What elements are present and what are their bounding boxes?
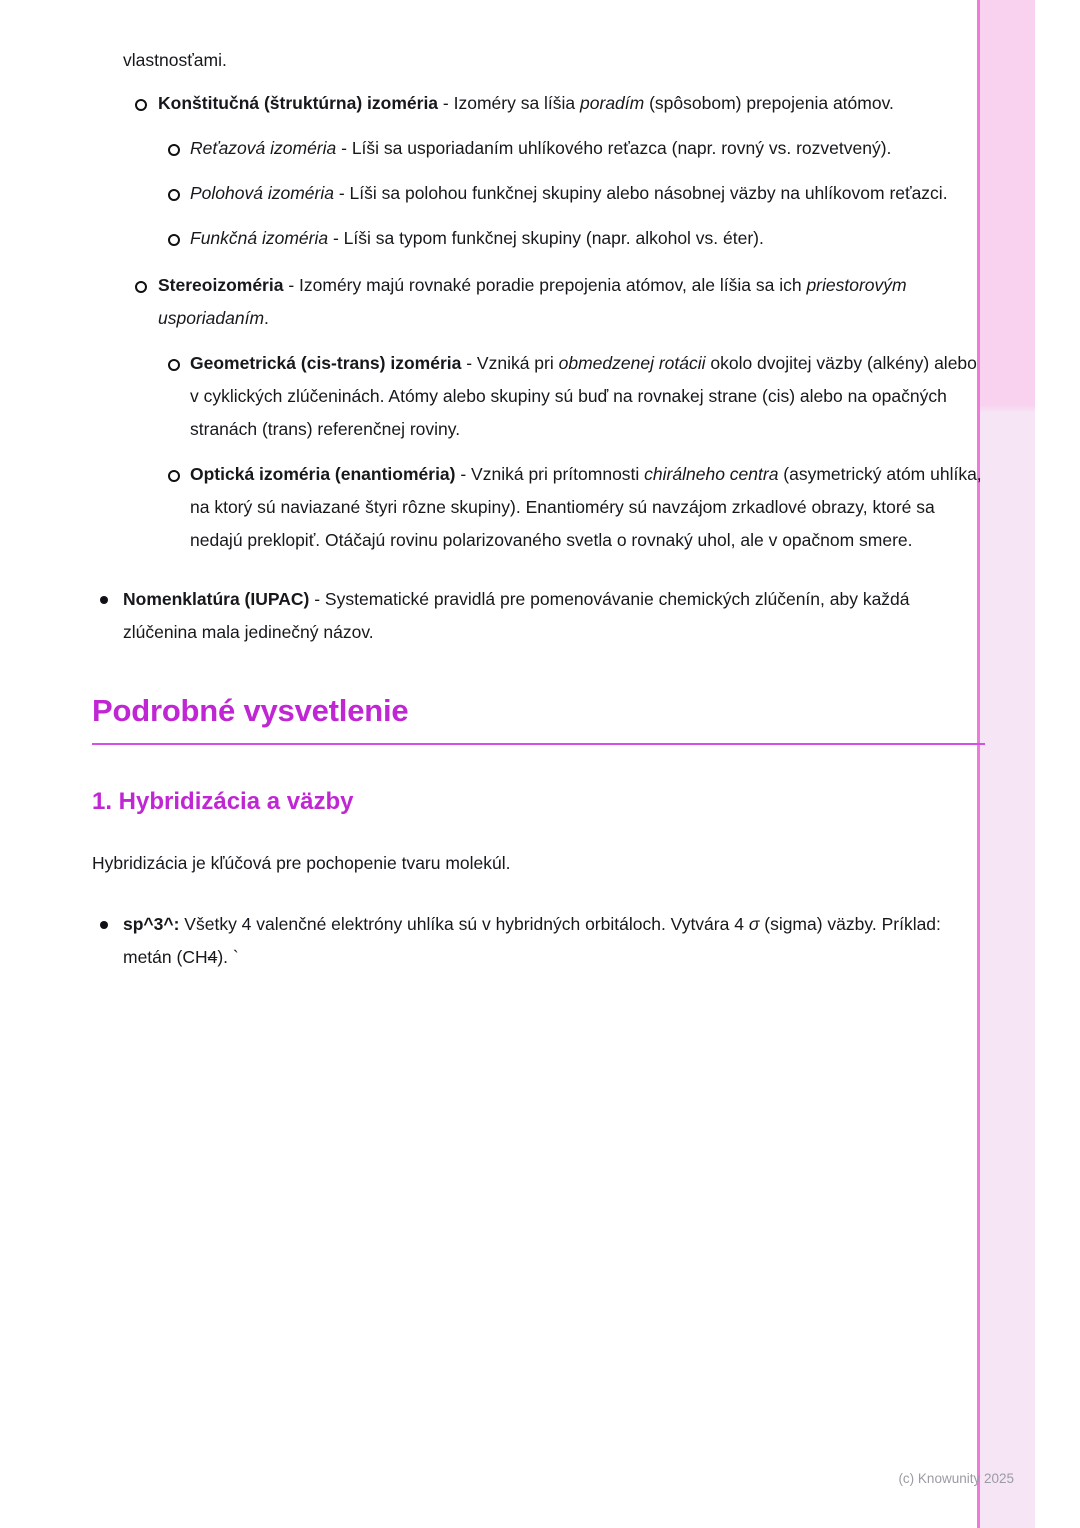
bold-term: Konštitučná (štruktúrna) izoméria [158, 93, 439, 113]
heading-divider [92, 743, 985, 745]
italic-term: priestorovým usporiadaním [158, 275, 907, 328]
text-segment: - Vzniká pri prítomnosti [455, 464, 645, 484]
bold-term: Geometrická (cis-trans) izoméria [190, 353, 462, 373]
sigma-symbol: σ [748, 914, 760, 934]
copyright-footer: (c) Knowunity 2025 [898, 1471, 1014, 1486]
italic-term: obmedzenej rotácii [558, 353, 706, 373]
text-segment: - Líši sa usporiadaním uhlíkového reťazca (napr. rovný vs. rozvetvený). [336, 138, 892, 158]
bold-term: sp^3^: [123, 914, 180, 934]
list-item-opticka-izomeria [190, 458, 985, 557]
intro-paragraph: Hybridizácia je kľúčová pre pochopenie tvaru molekúl. [92, 853, 511, 873]
italic-term: Funkčná izoméria [190, 228, 329, 248]
text-segment: - Izoméry sa líšia [438, 93, 581, 113]
italic-term: chirálneho centra [644, 464, 779, 484]
list-item-konstitucna-izomeria [158, 87, 985, 255]
konstitucna-sublist [190, 132, 985, 255]
text-segment: - Líši sa polohou funkčnej skupiny alebo násobnej väzby na uhlíkovom reťazci. [333, 183, 948, 203]
italic-term: poradím [580, 93, 645, 113]
text-segment: Všetky 4 valenčné elektróny uhlíka sú v hybridných orbitáloch. Vytvára 4 [179, 914, 749, 934]
list-item-geometricka-izomeria [190, 347, 985, 446]
text-segment: - Líši sa typom funkčnej skupiny (napr. alkohol vs. éter). [328, 228, 764, 248]
subsection-heading-hybridizacia: 1. Hybridizácia a väzby [92, 788, 354, 815]
bold-term: Optická izoméria (enantioméria) [190, 464, 456, 484]
bold-term: Stereoizoméria [158, 275, 284, 295]
nomenклatura-list [123, 583, 985, 649]
list-item-sp3 [123, 908, 985, 974]
italic-term: Polohová izoméria [190, 183, 334, 203]
list-item-polohova-izomeria [190, 177, 985, 210]
text-segment: (spôsobom) prepojenia atómov. [644, 93, 894, 113]
hybridization-list [123, 908, 985, 974]
right-accent-stripe [977, 0, 1035, 1528]
list-item-funkcna-izomeria [190, 222, 985, 255]
continuation-text: vlastnosťami. [123, 50, 227, 70]
text-segment: - Vzniká pri [461, 353, 559, 373]
struck-subscript: 4 [207, 947, 218, 967]
isomer-type-list [158, 87, 985, 557]
text-segment: - Systematické pravidlá pre pomenovávanie chemických zlúčenín, aby každá zlúčenina mala jedinečný názov. [123, 589, 910, 642]
list-item-nomenklatura [123, 583, 985, 649]
text-segment: . [264, 308, 269, 328]
document-content [92, 44, 985, 988]
text-segment: ). ` [217, 947, 239, 967]
text-segment: (sigma) väzby. Príklad: metán (CH [123, 914, 941, 967]
stereo-sublist [190, 347, 985, 557]
list-item-retazova-izomeria [190, 132, 985, 165]
text-segment: (asymetrický atóm uhlíka, na ktorý sú naviazané štyri rôzne skupiny). Enantioméry sú navzájom zrkadlové obrazy, ktoré sa nedajú preklopiť. Otáčajú rovinu polarizovaného svetla o rovnaký uhol, ale v opačnom smere. [190, 464, 982, 550]
text-segment: - Izoméry majú rovnaké poradie prepojenia atómov, ale líšia sa ich [283, 275, 807, 295]
italic-term: Reťazová izoméria [190, 138, 337, 158]
section-heading-podrobne-vysvetlenie: Podrobné vysvetlenie [92, 693, 409, 728]
list-item-stereoizomeria [158, 269, 985, 557]
bold-term: Nomenklatúra (IUPAC) [123, 589, 310, 609]
text-segment: okolo dvojitej väzby (alkény) alebo v cyklických zlúčeninách. Atómy alebo skupiny sú buď na rovnakej strane (cis) alebo na opačných stranách (trans) referenčnej roviny. [190, 353, 977, 439]
